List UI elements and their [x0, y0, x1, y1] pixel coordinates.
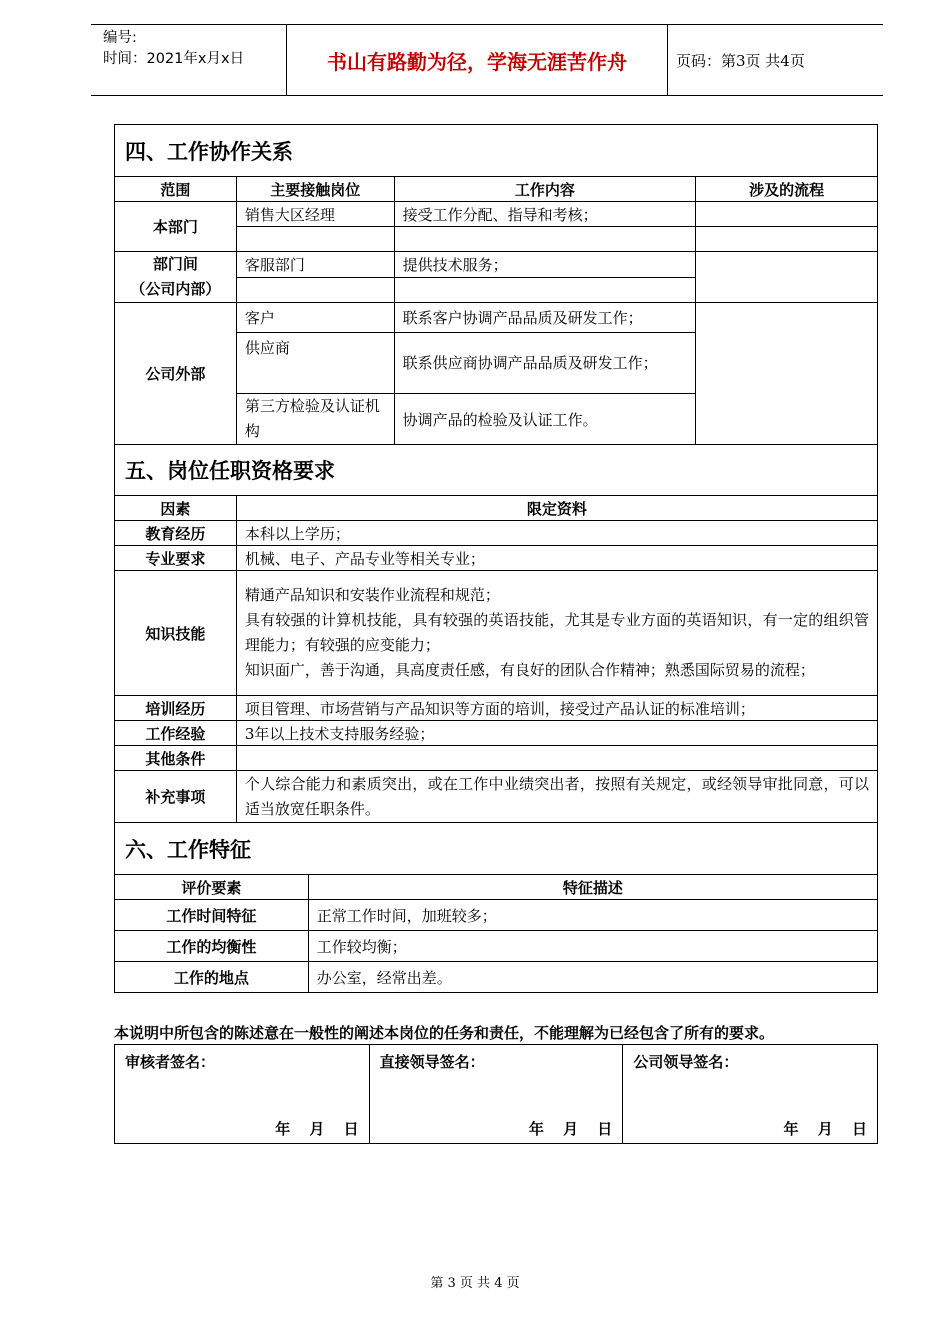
req-value: 3年以上技术支持服务经验； — [236, 721, 877, 746]
content-cell — [394, 227, 696, 252]
col-work-content: 工作内容 — [394, 177, 696, 202]
col-process: 涉及的流程 — [696, 177, 878, 202]
post-cell — [236, 277, 394, 303]
signature-label: 直接领导签名： — [379, 1053, 485, 1071]
post-cell: 供应商 — [236, 333, 394, 394]
req-value: 本科以上学历； — [236, 521, 877, 546]
feature-label: 工作时间特征 — [115, 900, 309, 931]
page-header — [91, 24, 883, 96]
req-label: 培训经历 — [115, 696, 237, 721]
col-feature-desc: 特征描述 — [308, 875, 877, 900]
col-requirement: 限定资料 — [236, 496, 877, 521]
signature-date: 年 月 日 — [783, 1120, 867, 1138]
req-label: 教育经历 — [115, 521, 237, 546]
scope-inter-dept-line1: 部门间 — [152, 255, 198, 273]
req-label: 其他条件 — [115, 746, 237, 771]
content-cell: 协调产品的检验及认证工作。 — [394, 394, 696, 445]
signature-table — [114, 1044, 878, 1144]
post-cell: 第三方检验及认证机构 — [236, 394, 394, 445]
process-cell — [696, 303, 878, 445]
process-cell — [696, 252, 878, 303]
scope-inter-dept-line2: （公司内部） — [130, 280, 221, 298]
section4-title: 四、工作协作关系 — [115, 125, 878, 177]
scope-internal: 本部门 — [115, 202, 237, 252]
signature-label: 审核者签名： — [125, 1053, 216, 1071]
signature-cell-reviewer — [115, 1045, 370, 1144]
scope-external: 公司外部 — [115, 303, 237, 445]
req-label: 工作经验 — [115, 721, 237, 746]
req-value: 机械、电子、产品专业等相关专业； — [236, 546, 877, 571]
scope-inter-dept — [115, 252, 237, 303]
section6-title: 六、工作特征 — [115, 823, 878, 875]
signature-date: 年 月 日 — [528, 1120, 613, 1138]
req-value: 项目管理、市场营销与产品知识等方面的培训，接受过产品认证的标准培训； — [236, 696, 877, 721]
content-cell: 联系供应商协调产品品质及研发工作； — [394, 333, 696, 394]
content-cell: 联系客户协调产品品质及研发工作； — [394, 303, 696, 333]
header-motto: 书山有路勤为径，学海无涯苦作舟 — [286, 25, 668, 95]
job-description-table — [114, 124, 878, 993]
disclaimer-notice: 本说明中所包含的陈述意在一般性的阐述本岗位的任务和责任，不能理解为已经包含了所有的要求。 — [114, 1024, 775, 1042]
document-time: 时间：2021年x月x日 — [103, 51, 245, 67]
post-cell: 销售大区经理 — [236, 202, 394, 227]
process-cell — [696, 227, 878, 252]
feature-value: 正常工作时间，加班较多； — [308, 900, 877, 931]
content-cell: 接受工作分配、指导和考核； — [394, 202, 696, 227]
content-cell — [394, 277, 696, 303]
section5-title: 五、岗位任职资格要求 — [115, 445, 878, 496]
post-cell: 客服部门 — [236, 252, 394, 278]
signature-cell-direct-leader — [369, 1045, 623, 1144]
req-value: 个人综合能力和素质突出，或在工作中业绩突出者，按照有关规定，或经领导审批同意，可以适当放宽任职条件。 — [236, 771, 877, 823]
signature-label: 公司领导签名： — [633, 1053, 739, 1071]
document-number-label: 编号: — [103, 30, 137, 46]
col-factor: 因素 — [115, 496, 237, 521]
content-cell: 提供技术服务； — [394, 252, 696, 278]
req-value — [236, 746, 877, 771]
feature-value: 办公室，经常出差。 — [308, 962, 877, 993]
post-cell — [236, 227, 394, 252]
col-eval-factor: 评价要素 — [115, 875, 309, 900]
col-main-post: 主要接触岗位 — [236, 177, 394, 202]
post-cell: 客户 — [236, 303, 394, 333]
req-value: 精通产品知识和安装作业流程和规范； 具有较强的计算机技能，具有较强的英语技能，尤其是专业方面的英语知识，有一定的组织管理能力；有较强的应变能力； 知识面广，善于沟通，具高度责任感，有良好的团队合作精神；熟悉国际贸易的流程； — [236, 571, 877, 696]
col-scope: 范围 — [115, 177, 237, 202]
feature-label: 工作的地点 — [115, 962, 309, 993]
signature-date: 年 月 日 — [275, 1120, 359, 1138]
header-left — [103, 28, 244, 70]
req-label: 补充事项 — [115, 771, 237, 823]
req-label: 专业要求 — [115, 546, 237, 571]
feature-value: 工作较均衡； — [308, 931, 877, 962]
req-label: 知识技能 — [115, 571, 237, 696]
signature-cell-company-leader — [623, 1045, 878, 1144]
feature-label: 工作的均衡性 — [115, 931, 309, 962]
header-page-info: 页码：第3页 共4页 — [676, 51, 805, 70]
process-cell — [696, 202, 878, 227]
page-footer: 第 3 页 共 4 页 — [430, 1276, 520, 1291]
